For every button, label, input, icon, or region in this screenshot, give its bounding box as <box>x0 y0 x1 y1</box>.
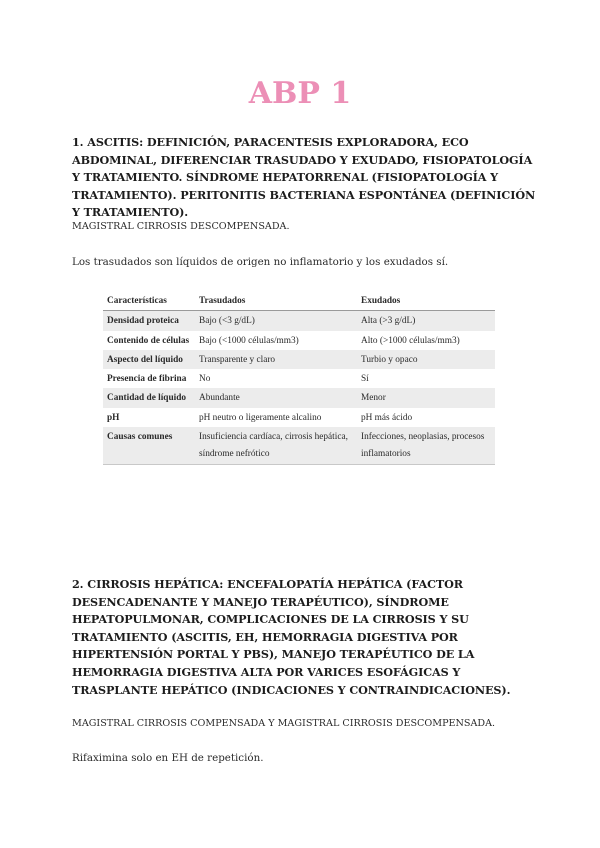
exudado-cell: Alto (>1000 células/mm3) <box>361 335 460 346</box>
header-exudados: Exudados <box>357 291 495 311</box>
exudado-cell: Turbio y opaco <box>357 350 495 369</box>
table-row <box>103 408 495 427</box>
trasudado-cell: No <box>199 374 211 385</box>
exudado-cell: pH más ácido <box>361 412 413 423</box>
row-label: Causas comunes <box>103 427 195 464</box>
exudado-cell: Infecciones, neoplasias, procesos inflamatorios <box>357 427 495 464</box>
table-header-row <box>103 291 495 311</box>
section-2-paragraph: Rifaximina solo en EH de repetición. <box>72 752 264 764</box>
trasudado-cell: Insuficiencia cardíaca, cirrosis hepática, síndrome nefrótico <box>195 427 357 464</box>
section-1-paragraph: Los trasudados son líquidos de origen no inflamatorio y los exudados sí. <box>72 256 449 268</box>
exudado-cell: Menor <box>357 388 495 407</box>
table-row <box>103 369 495 388</box>
trasudado-exudado-table <box>103 291 495 465</box>
row-label: pH <box>107 412 120 423</box>
trasudado-cell: Transparente y claro <box>195 350 357 369</box>
table-row <box>103 311 495 331</box>
row-label: Densidad proteica <box>103 311 195 331</box>
table-row <box>103 427 495 464</box>
row-label: Presencia de fibrina <box>107 374 187 385</box>
section-1-note: MAGISTRAL CIRROSIS DESCOMPENSADA. <box>72 221 290 232</box>
trasudado-cell: Bajo (<3 g/dL) <box>195 311 357 331</box>
table-row <box>103 331 495 350</box>
trasudado-cell: Bajo (<1000 células/mm3) <box>199 335 299 346</box>
section-1-heading: 1. ASCITIS: DEFINICIÓN, PARACENTESIS EXPLORADORA, ECO ABDOMINAL, DIFERENCIAR TRASUDADO Y EXUDADO, FISIOPATOLOGÍA Y TRATAMIENTO. SÍNDROME HEPATORRENAL (FISIOPATOLOGÍA Y TRATAMIENTO). PERITONITIS BACTERIANA ESPONTÁNEA (DEFINICIÓN Y TRATAMIENTO). <box>72 135 536 220</box>
exudado-cell: Alta (>3 g/dL) <box>357 311 495 331</box>
row-label: Aspecto del líquido <box>103 350 195 369</box>
page-title: ABP 1 <box>248 76 352 111</box>
trasudado-cell: Abundante <box>195 388 357 407</box>
header-trasudados: Trasudados <box>195 291 357 311</box>
header-caracteristicas: Características <box>103 291 195 311</box>
section-2-heading: 2. CIRROSIS HEPÁTICA: ENCEFALOPATÍA HEPÁTICA (FACTOR DESENCADENANTE Y MANEJO TERAPÉUTICO), SÍNDROME HEPATOPULMONAR, COMPLICACIONES DE LA CIRROSIS Y SU TRATAMIENTO (ASCITIS, EH, HEMORRAGIA DIGESTIVA POR HIPERTENSIÓN PORTAL Y PBS), MANEJO TERAPÉUTICO DE LA HEMORRAGIA DIGESTIVA ALTA POR VARICES ESOFÁGICAS Y TRASPLANTE HEPÁTICO (INDICACIONES Y CONTRAINDICACIONES). <box>72 577 511 697</box>
row-label: Contenido de células <box>107 335 190 346</box>
section-2-note: MAGISTRAL CIRROSIS COMPENSADA Y MAGISTRAL CIRROSIS DESCOMPENSADA. <box>72 718 496 729</box>
row-label: Cantidad de líquido <box>103 388 195 407</box>
table-row <box>103 350 495 369</box>
table-row <box>103 388 495 407</box>
trasudado-cell: pH neutro o ligeramente alcalino <box>199 412 322 423</box>
exudado-cell: Sí <box>361 374 369 385</box>
